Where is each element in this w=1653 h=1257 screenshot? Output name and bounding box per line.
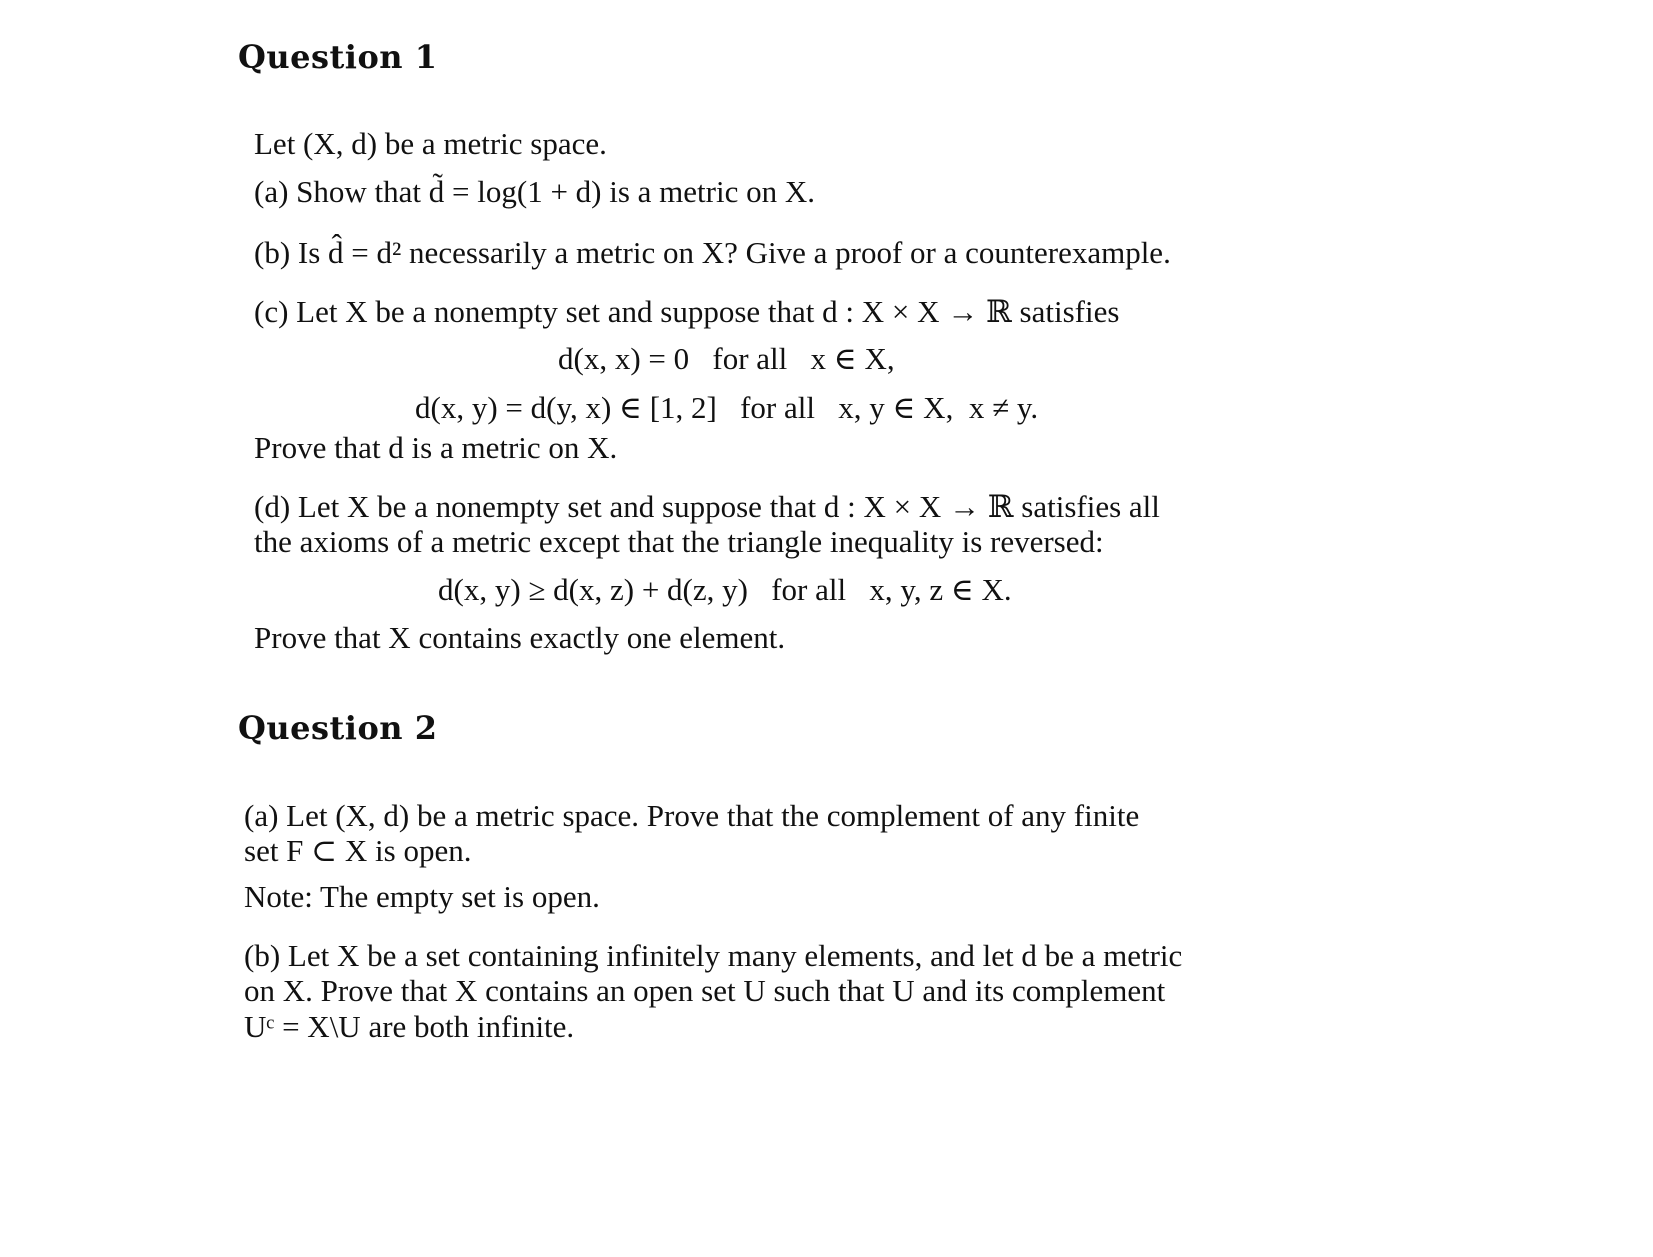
- q1-part-d-equation: d(x, y) ≥ d(x, z) + d(z, y) for all x, y, z ∈ X.: [438, 572, 1012, 607]
- q1-part-d-line2: the axioms of a metric except that the triangle inequality is reversed:: [254, 524, 1104, 559]
- q2-part-a-line2: set F ⊂ X is open.: [244, 833, 472, 868]
- q1-part-b: (b) Is d̂ = d² necessarily a metric on X? Give a proof or a counterexample.: [254, 235, 1171, 270]
- q2-part-b-line1: (b) Let X be a set containing infinitely many elements, and let d be a metric: [244, 938, 1183, 973]
- q2-note: Note: The empty set is open.: [244, 879, 600, 914]
- q2-part-b-line2: on X. Prove that X contains an open set U such that U and its complement: [244, 973, 1166, 1008]
- q1-part-d-line1: (d) Let X be a nonempty set and suppose that d : X × X → ℝ satisfies all: [254, 489, 1160, 524]
- question-1-title: Question 1: [238, 38, 438, 76]
- q1-intro: Let (X, d) be a metric space.: [254, 126, 607, 161]
- q1-part-c-line1: (c) Let X be a nonempty set and suppose that d : X × X → ℝ satisfies: [254, 294, 1120, 329]
- q1-part-c-equation-1: d(x, x) = 0 for all x ∈ X,: [558, 341, 895, 376]
- q1-part-c-equation-2: d(x, y) = d(y, x) ∈ [1, 2] for all x, y ∈ X, x ≠ y.: [415, 390, 1039, 425]
- q1-part-d-conclusion: Prove that X contains exactly one element.: [254, 620, 786, 655]
- question-2-title: Question 2: [238, 709, 438, 747]
- q2-part-b-line3: Uᶜ = X\U are both infinite.: [244, 1009, 575, 1044]
- q1-part-a: (a) Show that d̃ = log(1 + d) is a metric on X.: [254, 174, 815, 209]
- q2-part-a-line1: (a) Let (X, d) be a metric space. Prove that the complement of any finite: [244, 798, 1140, 833]
- q1-part-c-conclusion: Prove that d is a metric on X.: [254, 430, 618, 465]
